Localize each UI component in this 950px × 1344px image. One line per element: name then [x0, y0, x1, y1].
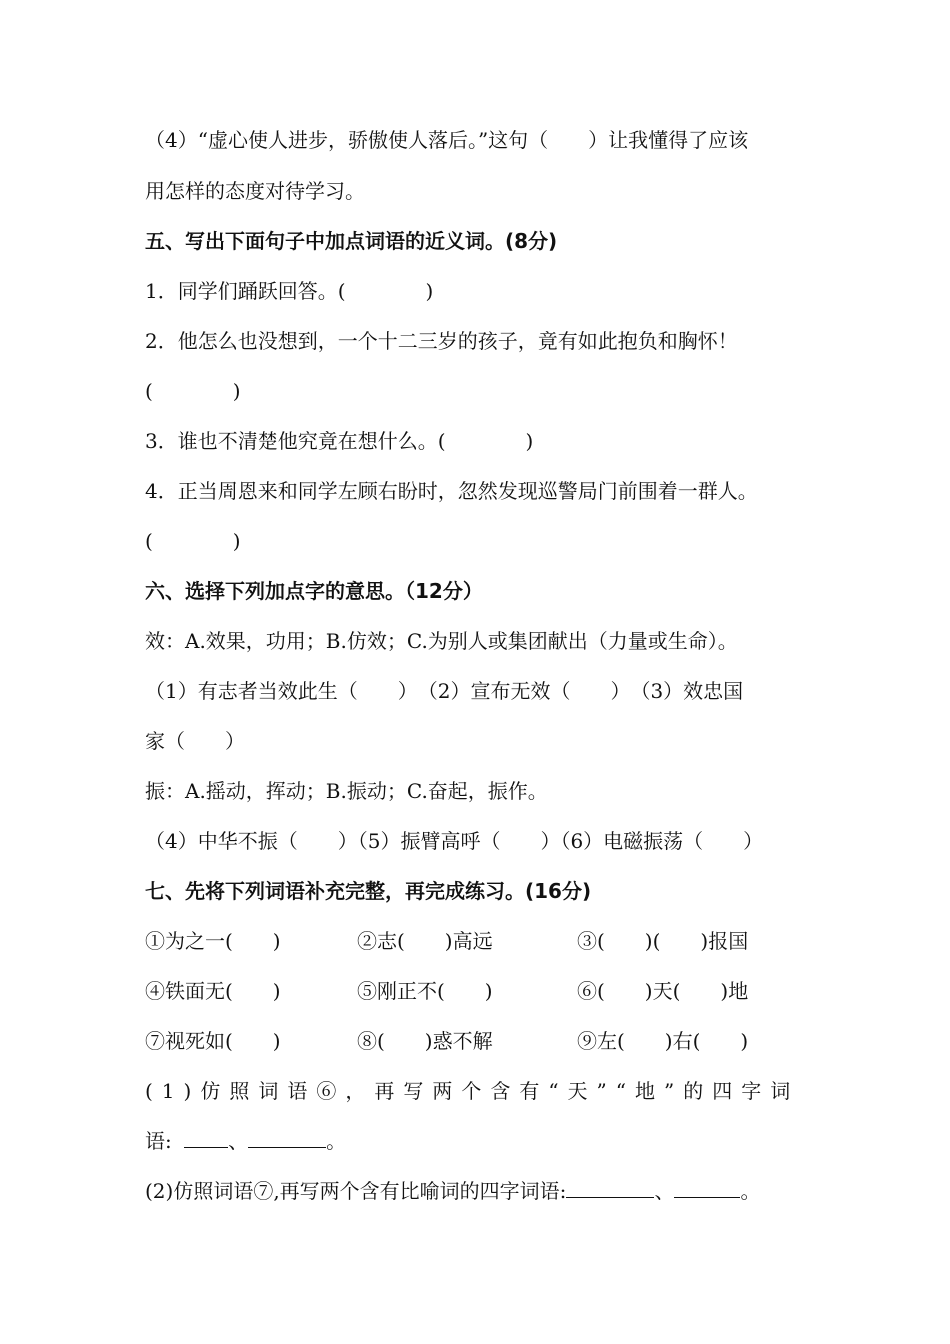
ex1-blank-2[interactable]: [248, 1129, 326, 1148]
section5-item-4: 4．正当周恩来和同学左顾右盼时，忽然发现巡警局门前围着一群人。: [145, 479, 758, 503]
ex2-blank-1[interactable]: [566, 1179, 654, 1198]
idiom-9: ⑨左( )右( ): [577, 1029, 749, 1053]
idiom-6: ⑥( )天( )地: [577, 979, 749, 1003]
section5-item-1: 1．同学们踊跃回答。( ): [145, 279, 434, 303]
section5-title: 五、写出下面句子中加点词语的近义词。(8分): [145, 229, 558, 253]
section5-item-4-answer: ( ): [145, 529, 241, 553]
section6-title: 六、选择下列加点字的意思。（12分）: [145, 579, 483, 603]
section7-exercise-1-line1: (1)仿照词语⑥，再写两个含有“天”“地”的四字词: [145, 1079, 800, 1103]
ex2-separator: 、: [654, 1179, 675, 1203]
idiom-1: ①为之一( ): [145, 929, 281, 953]
section5-item-2-answer: ( ): [145, 379, 241, 403]
section6-zhen-definition: 振：A.摇动，挥动；B.振动；C.奋起，振作。: [145, 779, 548, 803]
q4-4-line1: （4）“虚心使人进步，骄傲使人落后。”这句（ ）让我懂得了应该: [145, 128, 749, 152]
section7-exercise-1-line2: [145, 1127, 820, 1155]
ex2-prefix: (2)仿照词语⑦,再写两个含有比喻词的四字词语:: [145, 1179, 567, 1203]
section7-title: 七、先将下列词语补充完整，再完成练习。(16分): [145, 879, 592, 903]
section6-zhen-items: （4）中华不振（ ）（5）振臂高呼（ ）（6）电磁振荡（ ）: [145, 829, 764, 853]
idiom-4: ④铁面无( ): [145, 979, 281, 1003]
section5-item-3: 3．谁也不清楚他究竟在想什么。( ): [145, 429, 534, 453]
ex1-blank-1[interactable]: [184, 1129, 228, 1148]
section5-item-2: 2．他怎么也没想到，一个十二三岁的孩子，竟有如此抱负和胸怀！: [145, 329, 738, 353]
ex2-end: 。: [740, 1179, 761, 1203]
idiom-2: ②志( )高远: [357, 929, 493, 953]
idiom-7: ⑦视死如( ): [145, 1029, 281, 1053]
ex1-separator: 、: [228, 1129, 249, 1153]
section6-xiao-items-line2: 家（ ）: [145, 729, 245, 753]
ex1-prefix: 语:: [145, 1129, 172, 1153]
idiom-8: ⑧( )惑不解: [357, 1029, 493, 1053]
section6-xiao-items-line1: （1）有志者当效此生（ ） （2）宣布无效（ ） （3）效忠国: [145, 679, 744, 703]
section6-xiao-definition: 效：A.效果，功用；B.仿效；C.为别人或集团献出（力量或生命）。: [145, 629, 738, 653]
q4-4-line2: 用怎样的态度对待学习。: [145, 179, 365, 203]
idiom-5: ⑤刚正不( ): [357, 979, 493, 1003]
idiom-3: ③( )( )报国: [577, 929, 749, 953]
ex1-end: 。: [326, 1129, 347, 1153]
section7-exercise-2: [145, 1177, 820, 1205]
ex2-blank-2[interactable]: [674, 1179, 740, 1198]
